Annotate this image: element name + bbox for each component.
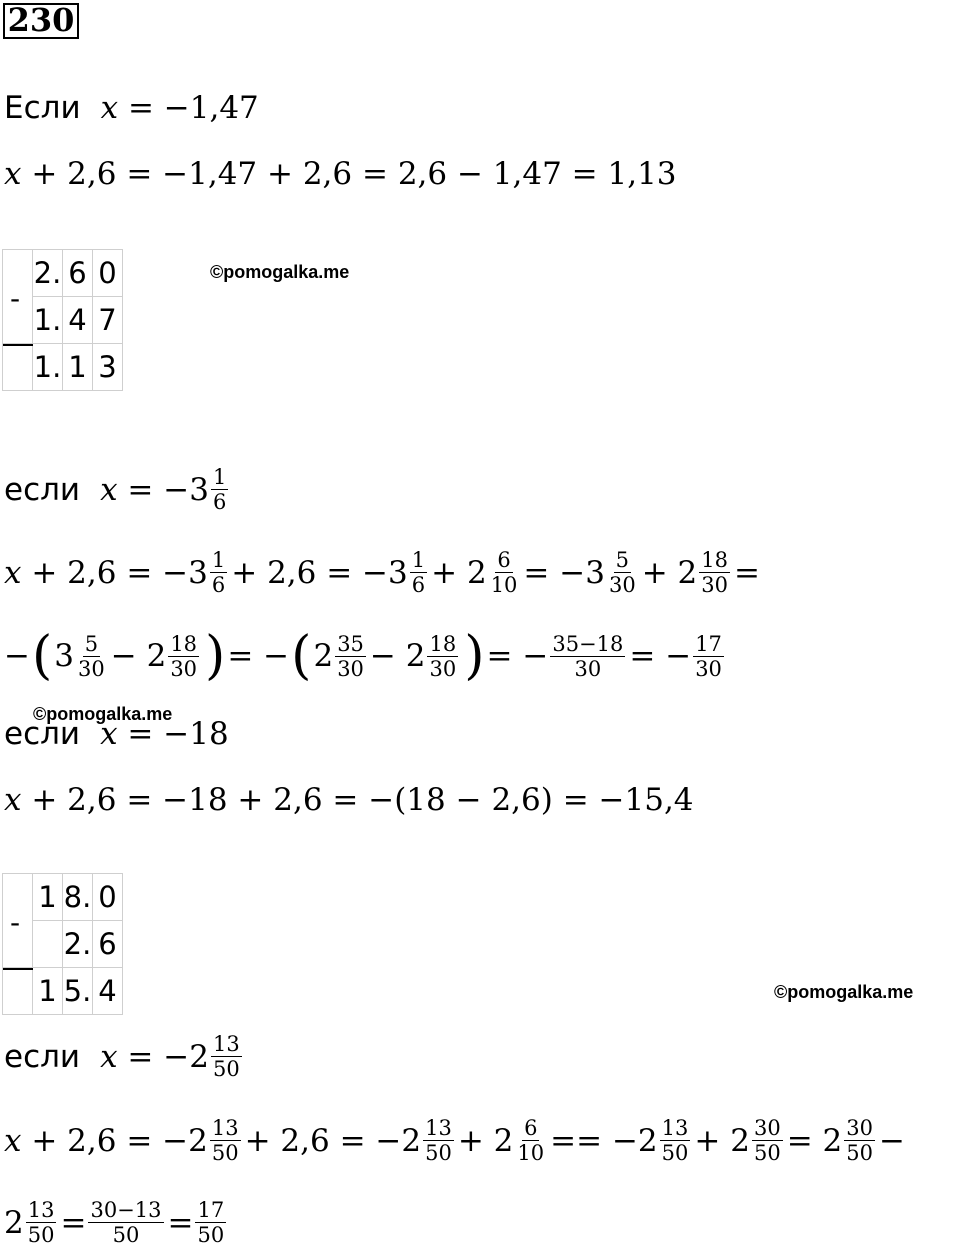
- fraction: 18 30: [429, 631, 457, 681]
- var-x: x: [100, 716, 118, 752]
- watermark: ©pomogalka.me: [774, 982, 914, 1002]
- fraction: $\frac{13}{50}$: [27, 1198, 55, 1247]
- task-number: 230: [3, 3, 79, 39]
- var-x: x: [100, 1038, 118, 1075]
- case4-condition: [4, 1032, 246, 1081]
- case1-value: = −1,47: [127, 90, 259, 126]
- digit: 2.: [33, 250, 63, 297]
- watermark: ©pomogalka.me: [33, 704, 173, 724]
- var-x: x: [4, 156, 22, 192]
- fraction: 13 50: [211, 1116, 239, 1165]
- fraction: 18 30: [170, 631, 198, 681]
- digit: 1.: [33, 297, 63, 344]
- case3-line: + 2,6 = −18 + 2,6 = −(18 − 2,6) = −15,4: [31, 782, 694, 818]
- digit: 4: [63, 297, 93, 344]
- digit: 4: [93, 968, 123, 1015]
- fraction: $\frac{18}{30}$: [701, 548, 728, 597]
- var-x: x: [100, 471, 118, 508]
- minus-sign: -: [10, 282, 21, 315]
- case4-line2: 2 $\frac{13}{50}$ = $\frac{30-13}{50}$ = $\frac{17}{50}$: [4, 1198, 225, 1247]
- digit: 3: [93, 344, 123, 391]
- digit: 2.: [63, 921, 93, 968]
- case4-line1: x + 2,6 = −2 13 50 + 2,6 = −2 13 50 + 2 $\frac{6}{10}$ == −2 13 50 + 2 $\frac{30}{50}$ = 2 30 50 −: [4, 1116, 905, 1165]
- watermark: ©pomogalka.me: [210, 262, 350, 282]
- case2-value: = −3: [127, 471, 209, 508]
- digit: 0: [93, 250, 123, 297]
- fraction: $\frac{35-18}{30}$: [552, 631, 624, 681]
- result-bar: [3, 344, 33, 346]
- var-x: x: [100, 90, 119, 126]
- fraction: $\frac{17}{30}$: [695, 631, 722, 681]
- case4-value: = −2: [127, 1038, 209, 1075]
- case3-column-subtraction: [2, 873, 123, 1015]
- case1-column-subtraction: [2, 249, 123, 391]
- fraction: 1 6: [411, 548, 426, 597]
- fraction: 13 50: [425, 1116, 452, 1165]
- fraction: $\frac{6}{10}$: [490, 548, 518, 597]
- digit: 6: [93, 921, 123, 968]
- digit: 0: [93, 874, 123, 921]
- case1-line: + 2,6 = −1,47 + 2,6 = 2,6 − 1,47 = 1,13: [31, 156, 677, 192]
- fraction: $\frac{6}{10}$: [517, 1116, 545, 1165]
- minus-sign: -: [10, 906, 21, 939]
- digit: 1: [63, 344, 93, 391]
- fraction: 30 50: [846, 1116, 873, 1165]
- digit: 8.: [63, 874, 93, 921]
- var-x: x: [4, 554, 22, 591]
- case2-line1: x + 2,6 = −3 1 6 + 2,6 = −3 1 6 + 2 $\frac{6}{10}$ = −3 5 30 + 2 $\frac{18}{30}$ =: [4, 548, 760, 597]
- var-x: x: [4, 782, 22, 818]
- digit: 7: [93, 297, 123, 344]
- if-word: Если: [4, 90, 81, 126]
- case1-expression: [4, 156, 677, 192]
- fraction: $\frac{30}{50}$: [753, 1116, 781, 1165]
- fraction: 1 6: [211, 548, 226, 597]
- digit: [33, 921, 63, 968]
- fraction: 13 50: [212, 1032, 240, 1081]
- if-word: если: [4, 471, 81, 508]
- var-x: x: [4, 1122, 22, 1159]
- fraction: 5 30: [608, 548, 636, 597]
- result-bar: [3, 968, 33, 970]
- if-word: если: [4, 716, 81, 752]
- fraction: 35 30: [337, 631, 364, 681]
- case2-line2: − ( 3 5 30 − 2 18 30 ) = − ( 2 35 30 − 2 18 30 ) = − $\frac{35-18}{30}$ = − $\frac{17}{30}$: [4, 626, 722, 686]
- fraction: 13 50: [661, 1116, 689, 1165]
- fraction: 1 6: [212, 465, 227, 514]
- case2-condition: [4, 465, 232, 514]
- case1-condition: [4, 90, 259, 126]
- digit: 6: [63, 250, 93, 297]
- case3-value: = −18: [127, 716, 229, 752]
- digit: 1: [33, 968, 63, 1015]
- case3-expression: [4, 782, 694, 818]
- if-word: если: [4, 1038, 81, 1075]
- digit: 1: [33, 874, 63, 921]
- fraction: $\frac{30-13}{50}$: [90, 1198, 162, 1247]
- fraction: 5 30: [78, 631, 105, 681]
- digit: 1.: [33, 344, 63, 391]
- case3-condition: [4, 716, 229, 752]
- digit: 5.: [63, 968, 93, 1015]
- fraction: $\frac{17}{50}$: [197, 1198, 225, 1247]
